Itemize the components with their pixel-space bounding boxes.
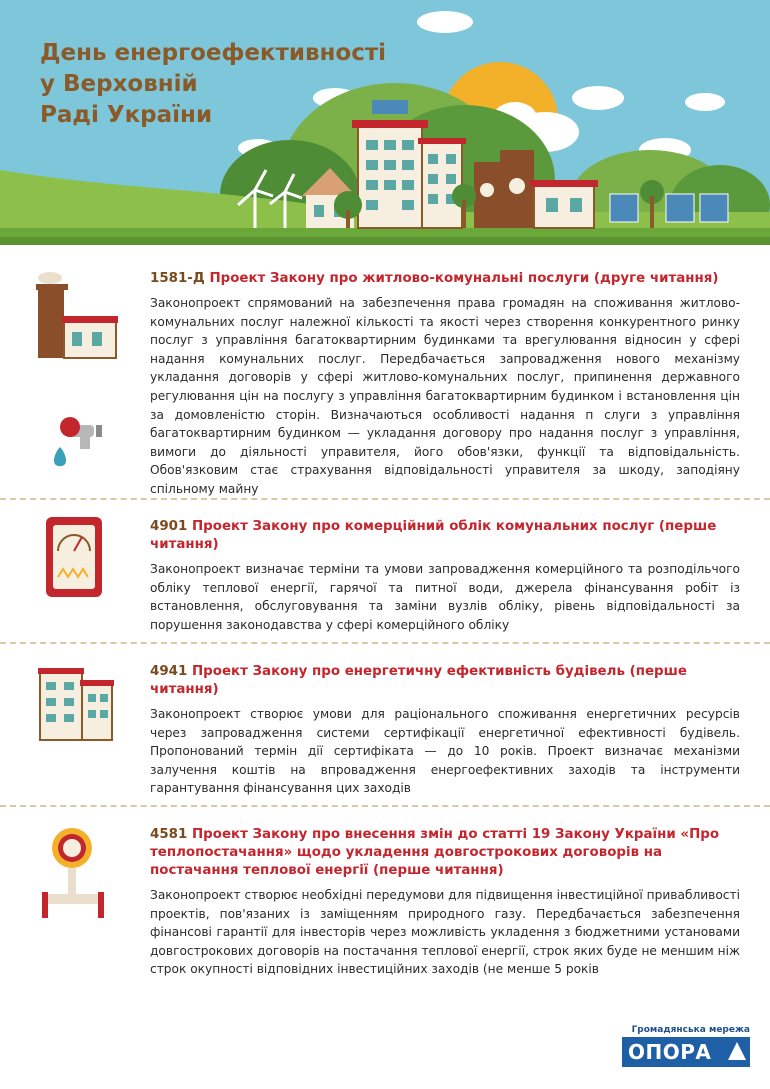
logo-name: ОПОРА [628, 1040, 712, 1064]
bill-title: Проект Закону про внесення змін до статті 19 Закону України «Про теплопостачання» щодо укладення довгострокових договорів на постачання теплової енергії (перше читання) [150, 827, 720, 878]
bill-heading [150, 663, 740, 699]
bill-heading [150, 518, 740, 554]
title-line: День енергоефективності [40, 40, 387, 66]
section-divider [0, 805, 770, 807]
section-divider [0, 498, 770, 500]
meter-icon [46, 517, 102, 597]
bill-code: 1581-Д [150, 271, 205, 286]
bill-code: 4581 [150, 827, 188, 842]
page-title [40, 38, 386, 131]
buildings-icon [38, 664, 114, 742]
bill-description: Законопроект визначає терміни та умови запровадження комерційного та розподільчого обліку теплової енергії, гарячої та питної води, джерела фінансування робіт із встановлення, обслуговування та заміни вузлів обліку, рівень відповідальності за порушення законодавства у сфері комерційного обліку [150, 562, 740, 632]
title-line: Раді України [40, 102, 213, 128]
bill-description: Законопроект спрямований на забезпечення права громадян на споживання житлово-комунальних послуг належної кількості та якості через створення конкурентного ринку послуг з управління багатоквартирним будинками та врегулювання відносин у сфері надання комунальних послуг. Передбачається запровадження нового механізму укладання договорів у сфері житлово-комунальних послуг, припинення державного регулювання цін на послугу з управління багатоквартирним будинком і встановлення цін за домовленістю сторін. Визначаються особливості надання п слуги з управління багатоквартирним будинком — укладання договору про надання послуг з управління, вимоги до діяльності управителя, його обов'язки, функції та відповідальність. Обов'язковим стає страхування відповідальності управителя за шкоду, заподіяну спільному майну [150, 296, 740, 496]
factory-icon [36, 272, 118, 360]
triangle-icon [728, 1042, 746, 1060]
heat-pipe-icon [38, 826, 110, 922]
hero-banner [0, 0, 770, 245]
bill-title: Проект Закону про житлово-комунальні послуги (друге читання) [209, 271, 719, 286]
bill-title: Проект Закону про енергетичну ефективність будівель (перше читання) [150, 664, 687, 697]
title-line: у Верховній [40, 71, 198, 97]
bill-code: 4901 [150, 519, 188, 534]
water-tap-icon [46, 415, 102, 477]
opora-logo [600, 1025, 750, 1070]
bill-description: Законопроект створює необхідні передумови для підвищення інвестиційної привабливості проектів, пов'язаних із заміщенням природного газу. Передбачається забезпечення фінансові гарантії для інвесторів через можливість укладення з бюджетними установами довгострокових договорів на постачання теплової енергії, строк яких буде не меншим ніж строк окупності відповідних інвестиційних заходів (не менше 5 років [150, 888, 740, 977]
bill-description: Законопроект створює умови для раціонального споживання енергетичних ресурсів через запровадження системи сертифікації енергетичної ефективності будівель. Пропонований термін дії сертифіката — до 10 років. Проект визначає механізми залучення коштів на впровадження енергоефективних заходів та інструменти гарантування фінансування цих заходів [150, 707, 740, 796]
solar-panel-icon [610, 194, 728, 222]
bill-title: Проект Закону про комерційний облік комунальних послуг (перше читання) [150, 519, 717, 552]
section-divider [0, 642, 770, 644]
logo-box [622, 1037, 750, 1067]
bill-code: 4941 [150, 664, 188, 679]
logo-tagline: Громадянська мережа [631, 1025, 750, 1035]
bill-heading [150, 826, 740, 880]
bill-heading [150, 270, 740, 288]
